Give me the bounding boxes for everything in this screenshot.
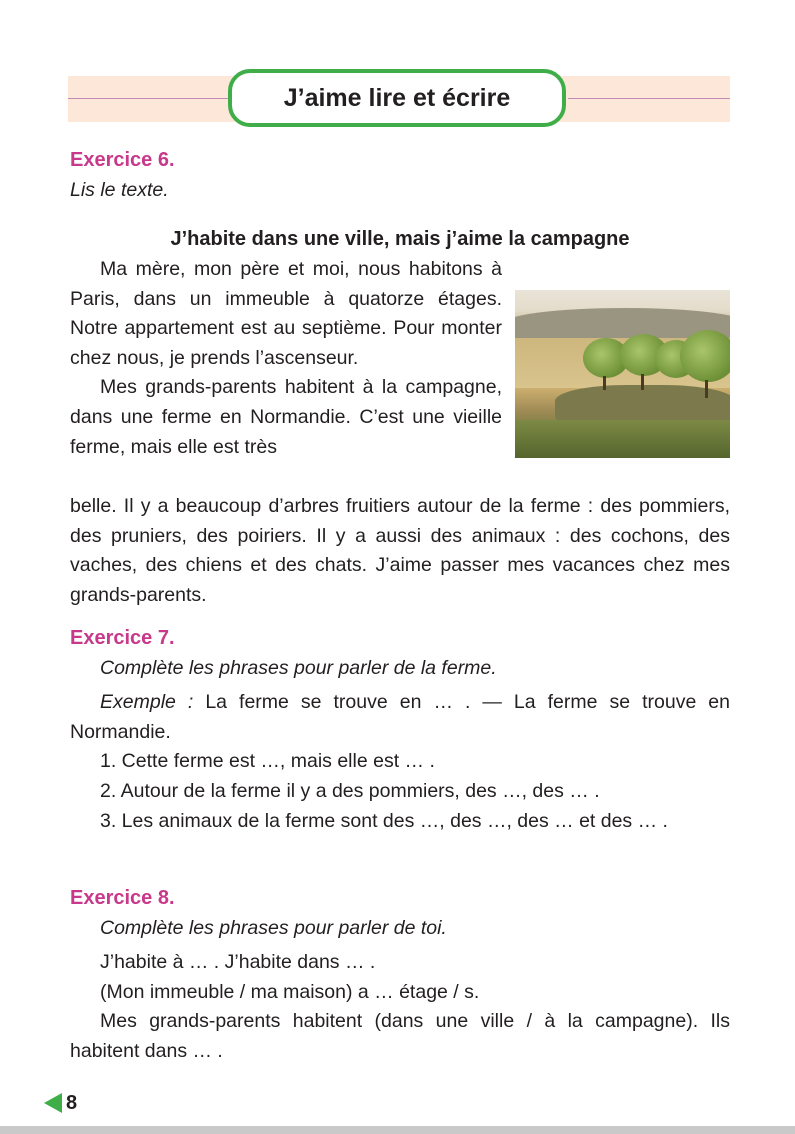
farm-landscape-photo xyxy=(515,290,730,458)
page-arrow-icon xyxy=(44,1093,62,1113)
exercise-7 xyxy=(70,624,730,836)
story-text-wide xyxy=(70,492,730,610)
page-number xyxy=(44,1090,77,1116)
exercise-7-item-2: 2. Autour de la ferme il y a des pommiers, des …, des … . xyxy=(100,779,600,802)
exercise-8-title: Exercice 8. xyxy=(70,887,175,909)
exercise-7-instruction: Complète les phrases pour parler de la ferme. xyxy=(100,656,497,679)
exercise-7-title: Exercice 7. xyxy=(70,627,175,649)
banner-line-right xyxy=(568,98,730,99)
exercise-6-header xyxy=(70,146,730,205)
exercise-6-title: Exercice 6. xyxy=(70,149,175,171)
example-label: Exemple : xyxy=(100,691,194,714)
exercise-8-line-2: (Mon immeuble / ma maison) a … étage / s. xyxy=(100,980,480,1003)
exercise-8 xyxy=(70,884,730,1067)
story-paragraph-2b: belle. Il y a beaucoup d’arbres fruitiers autour de la ferme : des pommiers, des pruniers, des poiriers. Il y a aussi des animaux : des cochons, des vaches, des chiens et des chats. J’aime passer mes vacances chez mes grands-parents. xyxy=(70,495,730,606)
bottom-bar xyxy=(0,1126,795,1134)
exercise-8-instruction: Complète les phrases pour parler de toi. xyxy=(100,916,447,939)
banner-line-left xyxy=(68,98,233,99)
example-text: La ferme se trouve en … . — La ferme se trouve en Normandie. xyxy=(70,691,730,743)
exercise-7-item-1: 1. Cette ferme est …, mais elle est … . xyxy=(100,750,435,773)
page-number-text: 8 xyxy=(66,1091,78,1114)
exercise-7-item-3: 3. Les animaux de la ferme sont des …, des …, des … et des … . xyxy=(100,809,668,832)
story-paragraph-1: Ma mère, mon père et moi, nous habitons à Paris, dans un immeuble à quatorze étages. Notre appartement est au septième. Pour monter chez nous, je prends l’ascenseur. xyxy=(70,258,502,369)
exercise-6-instruction: Lis le texte. xyxy=(70,178,169,201)
section-title-box xyxy=(228,69,566,127)
exercise-8-line-3: Mes grands-parents habitent (dans une ville / à la campagne). Ils habitent dans … . xyxy=(70,1010,730,1062)
story-title: J’habite dans une ville, mais j’aime la campagne xyxy=(170,228,630,250)
section-title: J’aime lire et écrire xyxy=(283,83,511,112)
story-paragraph-2a: Mes grands-parents habitent à la campagne, dans une ferme en Normandie. C’est une vieille ferme, mais elle est très xyxy=(70,376,502,458)
exercise-8-line-1: J’habite à … . J’habite dans … . xyxy=(100,951,376,974)
exercise-7-example xyxy=(70,688,730,747)
story-text-narrow xyxy=(70,255,502,462)
